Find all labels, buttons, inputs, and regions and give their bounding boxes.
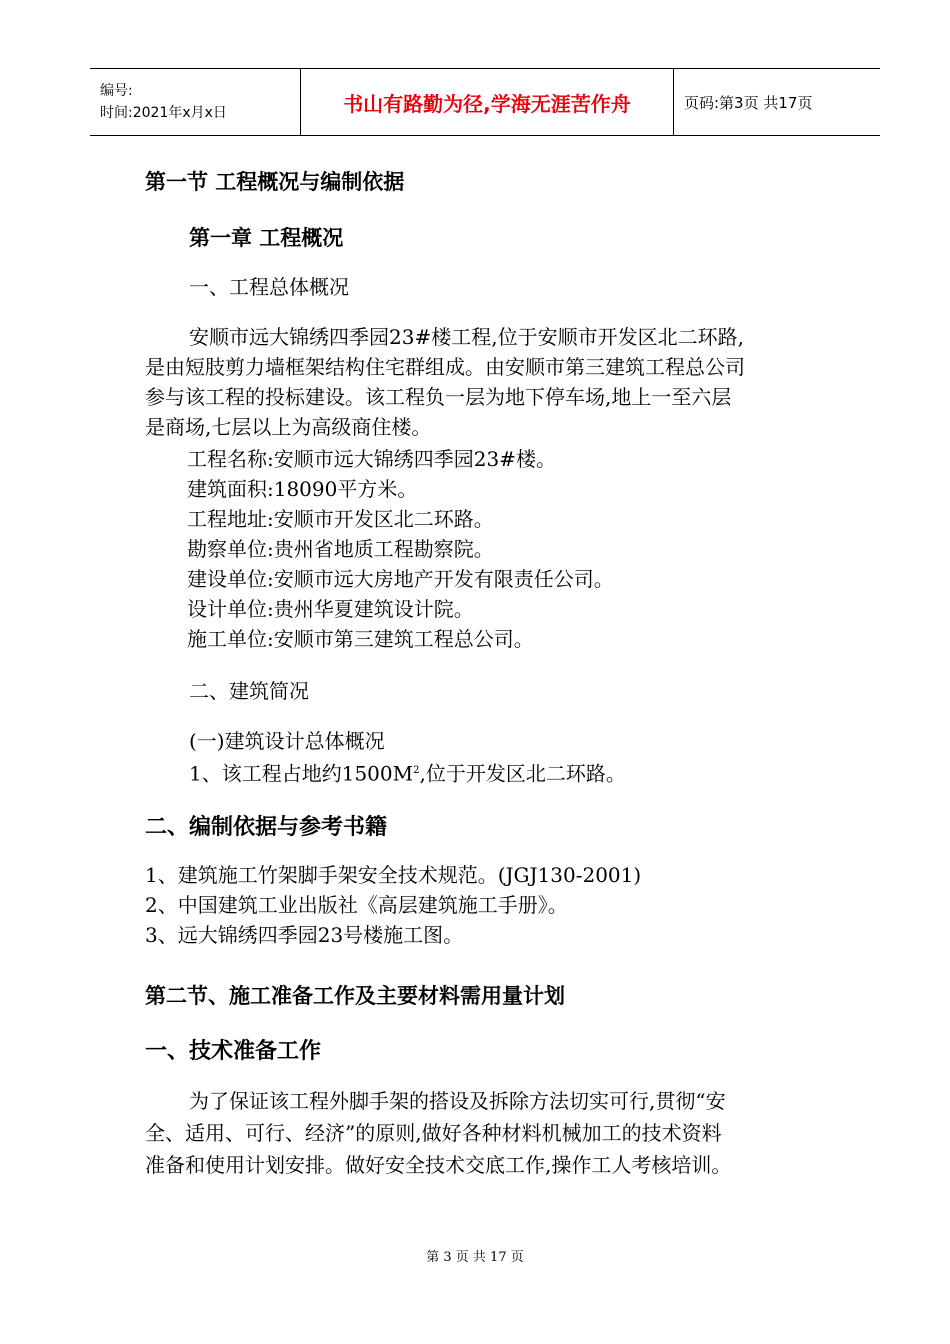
header-left-cell [90,69,301,136]
page-footer: 第 3 页 共 17 页 [426,1250,524,1265]
basis-item-1: 1、建筑施工竹架脚手架安全技术规范。(JGJ130-2001) [145,863,642,887]
chapter-1-title: 第一章 工程概况 [189,226,344,250]
info-building-area: 建筑面积:18090平方米。 [187,477,418,501]
overview-heading: 一、工程总体概况 [189,275,349,299]
info-builder: 施工单位:安顺市第三建筑工程总公司。 [187,627,534,651]
site-area-text-tail: ,位于开发区北二环路。 [419,761,626,786]
info-project-name: 工程名称:安顺市远大锦绣四季园23#楼。 [187,447,556,471]
info-survey-unit: 勘察单位:贵州省地质工程勘察院。 [187,537,494,561]
section-2-title: 第二节、施工准备工作及主要材料需用量计划 [145,984,565,1008]
overview-line-4: 是商场,七层以上为高级商住楼。 [145,415,432,439]
tech-line-3: 准备和使用计划安排。做好安全技术交底工作,操作工人考核培训。 [145,1153,732,1177]
design-overview-subheading: (一)建筑设计总体概况 [189,729,385,753]
header-table [90,68,880,136]
site-area-item [189,756,626,789]
building-brief-heading: 二、建筑简况 [189,679,309,703]
header-time-label: 时间:2021年x月x日 [100,105,227,121]
overview-line-1: 安顺市远大锦绣四季园23#楼工程,位于安顺市开发区北二环路, [189,325,744,349]
header-motto: 书山有路勤为径,学海无涯苦作舟 [301,69,674,136]
overview-line-2: 是由短肢剪力墙框架结构住宅群组成。由安顺市第三建筑工程总公司 [145,355,745,379]
overview-line-3: 参与该工程的投标建设。该工程负一层为地下停车场,地上一至六层 [145,385,732,409]
tech-line-2: 全、适用、可行、经济”的原则,做好各种材料机械加工的技术资料 [145,1121,722,1145]
header-page-label: 页码:第3页 共17页 [674,69,881,136]
tech-line-1: 为了保证该工程外脚手架的搭设及拆除方法切实可行,贯彻“安 [189,1089,726,1113]
site-area-text: 1、该工程占地约1500M [189,761,414,786]
tech-prep-title: 一、技术准备工作 [145,1039,322,1064]
section-1-title: 第一节 工程概况与编制依据 [145,170,405,194]
info-design-unit: 设计单位:贵州华夏建筑设计院。 [187,597,474,621]
info-project-address: 工程地址:安顺市开发区北二环路。 [187,507,494,531]
header-number-label: 编号: [100,83,133,99]
basis-item-3: 3、远大锦绣四季园23号楼施工图。 [145,923,464,947]
basis-title: 二、编制依据与参考书籍 [145,815,388,840]
site-area-superscript: 2 [413,765,420,776]
basis-item-2: 2、中国建筑工业出版社《高层建筑施工手册》。 [145,893,568,917]
info-construction-owner: 建设单位:安顺市远大房地产开发有限责任公司。 [187,567,614,591]
